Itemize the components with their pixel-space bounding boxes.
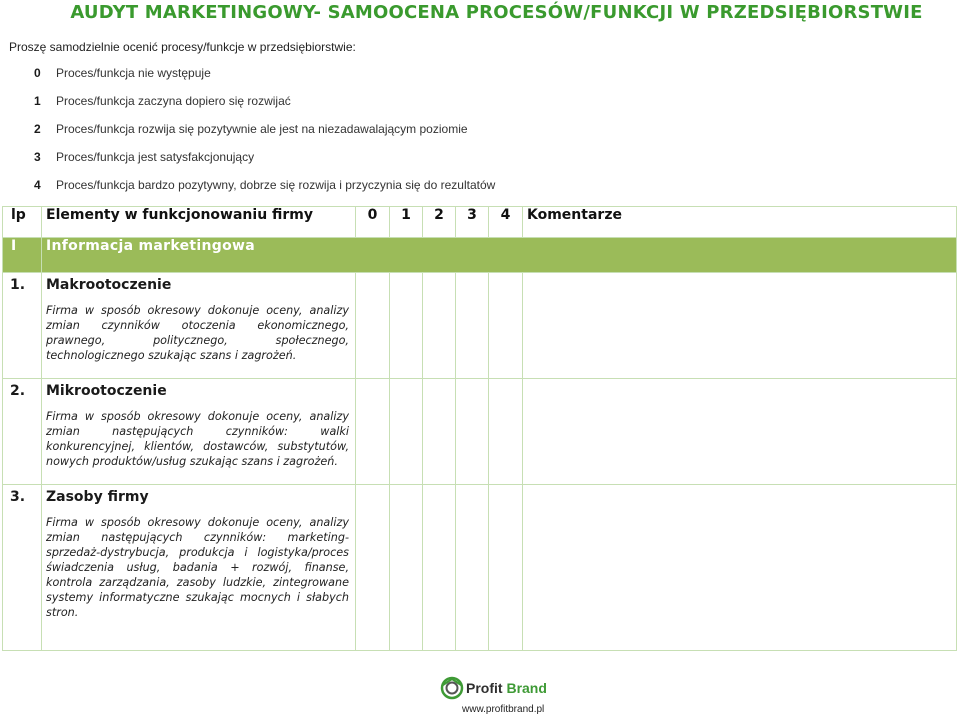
item-lp: 3. bbox=[3, 485, 42, 651]
website-url[interactable]: www.profitbrand.pl bbox=[462, 704, 545, 715]
header-score-4: 4 bbox=[489, 207, 523, 238]
score-cell-4[interactable] bbox=[489, 485, 523, 651]
header-lp: lp bbox=[3, 207, 42, 238]
brand-name bbox=[466, 680, 547, 696]
comment-cell[interactable] bbox=[523, 273, 957, 379]
item-title: Makrootoczenie bbox=[46, 277, 172, 293]
section-name: Informacja marketingowa bbox=[42, 238, 957, 273]
score-cell-0[interactable] bbox=[356, 485, 390, 651]
score-cell-0[interactable] bbox=[356, 273, 390, 379]
item-description: Firma w sposób okresowy dokonuje oceny, analizy zmian następujących czynników: marketing-sprzedaż-dystrybucja, produkcja i logistyka/proces świadczenia usług, badania + rozwój, finanse, kontrola zarządzania, zasoby ludzkie, zintegrowane systemy informatyczne szukając mocnych i słabych stron. bbox=[46, 516, 349, 619]
item-description: Firma w sposób okresowy dokonuje oceny, analizy zmian czynników otoczenia ekonomicznego, prawnego, politycznego, społecznego, technologicznego szukając szans i zagrożeń. bbox=[46, 304, 349, 362]
scale-description: Proces/funkcja rozwija się pozytywnie ale jest na niezadawalającym poziomie bbox=[56, 122, 468, 136]
brand-name-part1: Profit bbox=[466, 680, 503, 696]
scale-description: Proces/funkcja zaczyna dopiero się rozwijać bbox=[56, 94, 291, 108]
score-cell-0[interactable] bbox=[356, 379, 390, 485]
header-score-0: 0 bbox=[356, 207, 390, 238]
page-title: AUDYT MARKETINGOWY- SAMOOCENA PROCESÓW/FUNKCJI W PRZEDSIĘBIORSTWIE bbox=[70, 2, 923, 23]
brand-logo bbox=[440, 674, 560, 702]
score-cell-2[interactable] bbox=[423, 485, 456, 651]
header-comments: Komentarze bbox=[523, 207, 957, 238]
score-cell-3[interactable] bbox=[456, 273, 489, 379]
score-cell-1[interactable] bbox=[390, 273, 423, 379]
item-description: Firma w sposób okresowy dokonuje oceny, analizy zmian następujących czynników: walki konkurencyjnej, klientów, dostawców, substytutów, nowych produktów/usług szukając szans i zagrożeń. bbox=[46, 410, 349, 468]
header-score-2: 2 bbox=[423, 207, 456, 238]
comment-cell[interactable] bbox=[523, 379, 957, 485]
scale-value: 4 bbox=[34, 178, 41, 192]
scale-description: Proces/funkcja nie występuje bbox=[56, 66, 211, 80]
item-title: Mikrootoczenie bbox=[46, 383, 167, 399]
score-cell-1[interactable] bbox=[390, 379, 423, 485]
score-cell-3[interactable] bbox=[456, 379, 489, 485]
table-row bbox=[3, 485, 957, 651]
score-cell-4[interactable] bbox=[489, 273, 523, 379]
score-cell-2[interactable] bbox=[423, 379, 456, 485]
score-cell-3[interactable] bbox=[456, 485, 489, 651]
scale-value: 1 bbox=[34, 94, 41, 108]
comment-cell[interactable] bbox=[523, 485, 957, 651]
scale-value: 3 bbox=[34, 150, 41, 164]
header-score-3: 3 bbox=[456, 207, 489, 238]
brand-emblem-icon bbox=[440, 676, 464, 700]
header-score-1: 1 bbox=[390, 207, 423, 238]
scale-value: 0 bbox=[34, 66, 41, 80]
item-lp: 2. bbox=[3, 379, 42, 485]
score-cell-4[interactable] bbox=[489, 379, 523, 485]
item-cell bbox=[42, 379, 356, 485]
scale-description: Proces/funkcja jest satysfakcjonujący bbox=[56, 150, 255, 164]
item-title: Zasoby firmy bbox=[46, 489, 149, 505]
scale-value: 2 bbox=[34, 122, 41, 136]
item-lp: 1. bbox=[3, 273, 42, 379]
header-elements: Elementy w funkcjonowaniu firmy bbox=[42, 207, 356, 238]
intro-text: Proszę samodzielnie ocenić procesy/funkcje w przedsiębiorstwie: bbox=[9, 40, 356, 54]
score-cell-1[interactable] bbox=[390, 485, 423, 651]
table-header-row bbox=[3, 207, 957, 238]
table-row bbox=[3, 379, 957, 485]
score-cell-2[interactable] bbox=[423, 273, 456, 379]
assessment-table bbox=[2, 206, 957, 651]
section-row bbox=[3, 238, 957, 273]
section-lp: I bbox=[3, 238, 42, 273]
scale-description: Proces/funkcja bardzo pozytywny, dobrze się rozwija i przyczynia się do rezultatów bbox=[56, 178, 496, 192]
item-cell bbox=[42, 485, 356, 651]
brand-name-part2: Brand bbox=[506, 680, 547, 696]
item-cell bbox=[42, 273, 356, 379]
table-row bbox=[3, 273, 957, 379]
